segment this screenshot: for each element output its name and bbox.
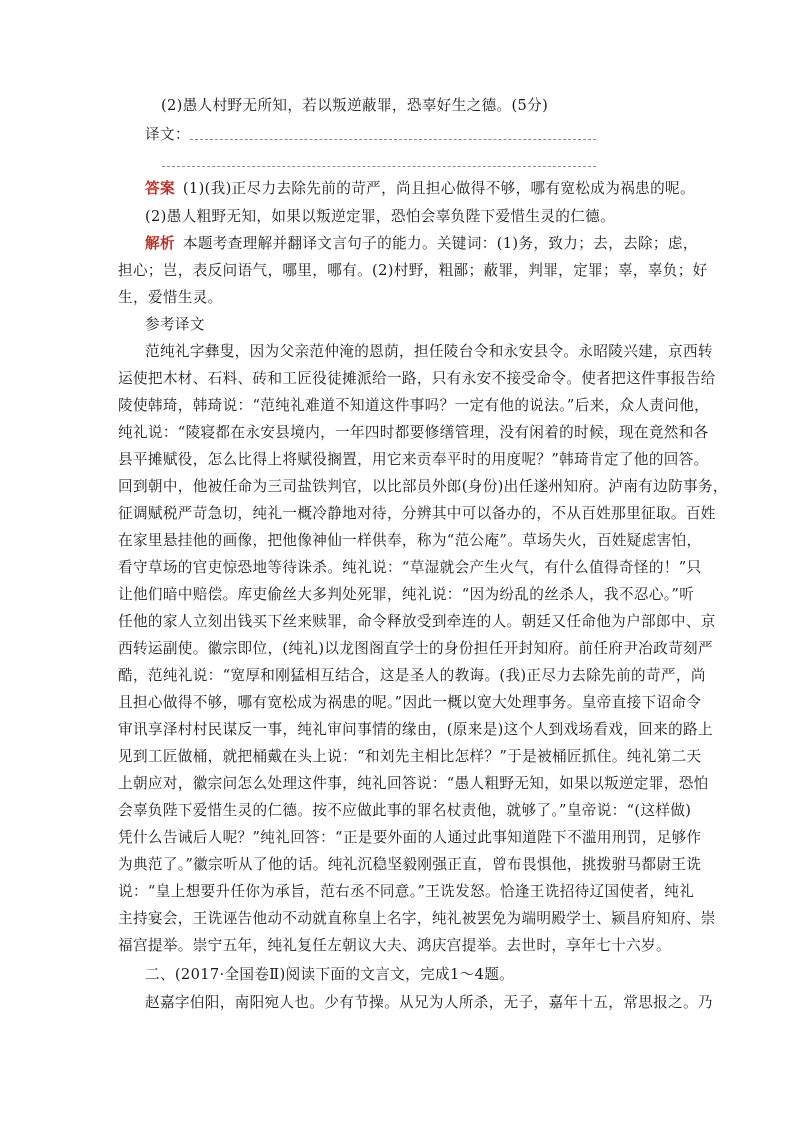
reference-line: 在家里悬挂他的画像，把他像神仙一样供奉，称为“范公庵”。草场失火，百姓疑虑害怕， <box>118 532 702 549</box>
reference-line: 且担心做得不够，哪有宽松成为祸患的呢。”因此一概以宽大处理事务。皇帝直接下诏命令 <box>118 694 702 711</box>
answer-blank-line-2 <box>162 166 596 167</box>
reference-heading: 参考译文 <box>145 316 205 333</box>
analysis-line-1 <box>145 233 698 255</box>
reference-line: 说：“皇上想要升任你为承旨，范右丞不同意。”王诜发怒。恰逢王诜招待辽国使者，纯礼 <box>118 883 695 900</box>
section-2-first-line: 赵嘉字伯阳，南阳宛人也。少有节操。从兄为人所杀，无子，嘉年十五，常思报之。乃 <box>145 994 713 1011</box>
answer-line-2: (2)愚人粗野无知，如果以叛逆定罪，恐怕会辜负陛下爱惜生灵的仁德。 <box>145 208 616 225</box>
answer-label: 答案 <box>145 180 175 197</box>
translation-label: 译文： <box>145 126 190 143</box>
reference-line: 看守草场的官吏惊恐地等待诛杀。纯礼说：“草湿就会产生火气，有什么值得奇怪的！”只 <box>118 559 702 576</box>
section-2-heading: 二、(2017·全国卷Ⅱ)阅读下面的文言文，完成1～4题。 <box>145 966 515 983</box>
reference-line: 西转运副使。徽宗即位，(纯礼)以龙图阁直学士的身份担任开封知府。前任府尹冶政苛刻严 <box>118 640 713 657</box>
answer-blank-line-1 <box>190 139 596 140</box>
reference-line: 纯礼说：“陵寝都在永安县境内，一年四时都要修缮管理，没有闲着的时候，现在竟然和各 <box>118 424 709 441</box>
reference-line: 福宫提举。崇宁五年，纯礼复任左朝议大夫、鸿庆宫提举。去世时，享年七十六岁。 <box>118 937 671 954</box>
reference-line: 让他们暗中赔偿。库吏偷丝大多判处死罪，纯礼说：“因为纷乱的丝杀人，我不忍心。”听 <box>118 586 695 603</box>
reference-line: 上朝应对，徽宗问怎么处理这件事，纯礼回答说：“愚人粗野无知，如果以叛逆定罪，恐怕 <box>118 775 709 792</box>
reference-line: 回到朝中，他被任命为三司盐铁判官，以比部员外郎(身份)出任遂州知府。泸南有边防事务， <box>118 478 728 495</box>
analysis-line-3: 生，爱惜生灵。 <box>118 289 223 306</box>
reference-line: 见到工匠做桶，就把桶戴在头上说：“和刘先主相比怎样？”于是被桶匠抓住。纯礼第二天 <box>118 748 702 765</box>
reference-line: 范纯礼字彝叟，因为父亲范仲淹的恩荫，担任陵台令和永安县令。永昭陵兴建，京西转 <box>145 343 713 360</box>
reference-line: 任他的家人立刻出钱买下丝来赎罪，命令释放受到牵连的人。朝廷又任命他为户部郎中、京 <box>118 613 716 630</box>
reference-line: 主持宴会，王诜诬告他动不动就直称皇上名字，纯礼被罢免为端明殿学士、颍昌府知府、崇 <box>118 910 716 927</box>
reference-line: 为典范了。”徽宗听从了他的话。纯礼沉稳坚毅刚强正直，曾布畏惧他，挑拨驸马都尉王诜 <box>118 856 702 873</box>
reference-line: 陵使韩琦，韩琦说：“范纯礼难道不知道这件事吗？一定有他的说法。”后来，众人责问他， <box>118 397 710 414</box>
reference-line: 县平摊赋役，怎么比得上将赋役搁置，用它来贡奉平时的用度呢？”韩琦肯定了他的回答。 <box>118 451 709 468</box>
reference-line: 酷，范纯礼说：“宽厚和刚猛相互结合，这是圣人的教诲。(我)正尽力去除先前的苛严，尚 <box>118 667 706 684</box>
analysis-line-2: 担心；岂，表反问语气，哪里，哪有。(2)村野，粗鄙；蔽罪，判罪，定罪；辜，辜负；好 <box>118 262 708 279</box>
analysis-text-1: 本题考查理解并翻译文言句子的能力。关键词：(1)务，致力；去，去除；虑， <box>182 235 698 252</box>
reference-line: 征调赋税严苛急切，纯礼一概冷静地对待，分辨其中可以备办的，不从百姓那里征取。百姓 <box>118 505 716 522</box>
answer-line-1 <box>145 178 695 200</box>
reference-line: 凭什么告诫后人呢？”纯礼回答：“正是要外面的人通过此事知道陛下不滥用刑罚，足够作 <box>118 829 702 846</box>
reference-line: 会辜负陛下爱惜生灵的仁德。按不应做此事的罪名杖责他，就够了。”皇帝说：“(这样做) <box>118 802 692 819</box>
reference-line: 审讯享泽村村民谋反一事，纯礼审问事情的缘由，(原来是)这个人到戏场看戏，回来的路上 <box>118 721 713 738</box>
answer-text-1: (1)(我)正尽力去除先前的苛严，尚且担心做得不够，哪有宽松成为祸患的呢。 <box>182 180 695 197</box>
reference-line: 运使把木材、石料、砖和工匠役徒摊派给一路，只有永安不接受命令。使者把这件事报告给 <box>118 370 716 387</box>
analysis-label: 解析 <box>145 235 175 252</box>
question-2: (2)愚人村野无所知，若以叛逆蔽罪，恐辜好生之德。(5分) <box>161 97 549 114</box>
